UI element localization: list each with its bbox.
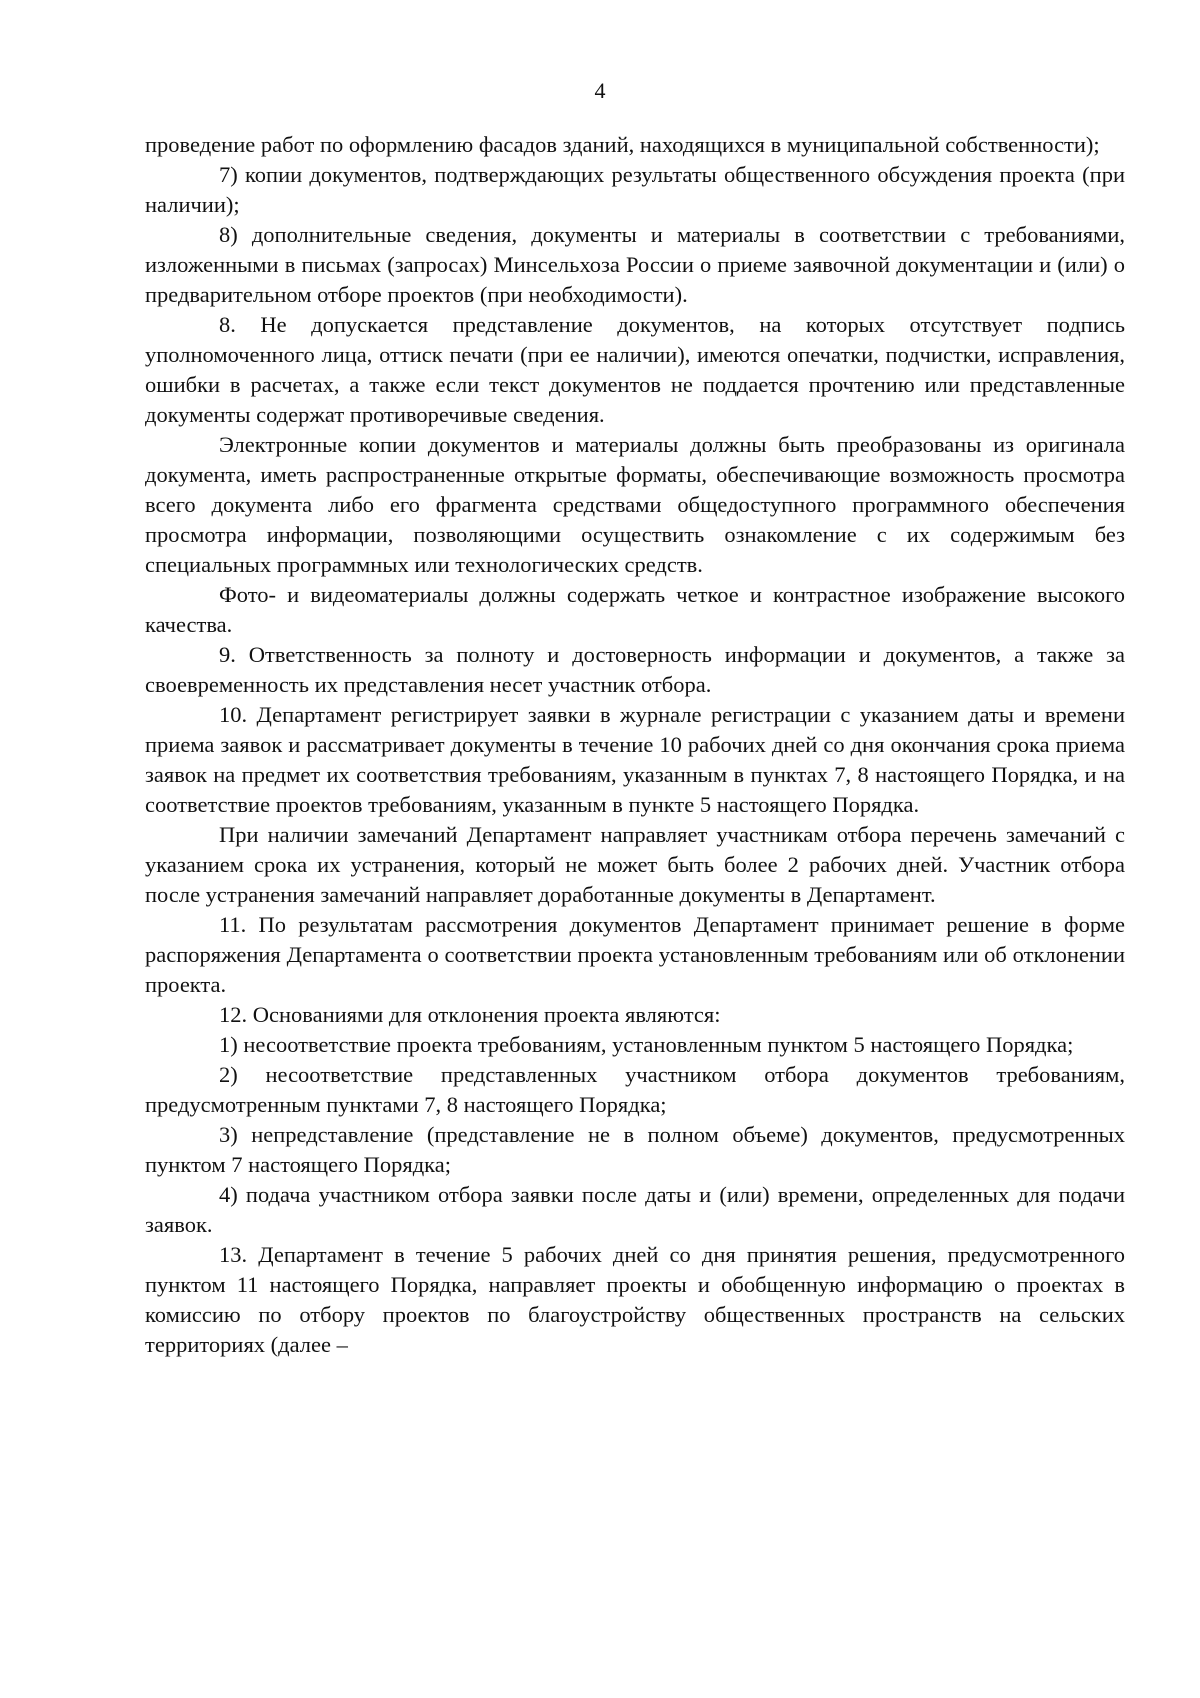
paragraph-reason-2: 2) несоответствие представленных участником отбора документов требованиям, предусмотренным пунктами 7, 8 настоящего Порядка; [145, 1062, 1125, 1117]
paragraph-electronic-copies: Электронные копии документов и материалы должны быть преобразованы из оригинала документа, иметь распространенные открытые форматы, обеспечивающие возможность просмотра всего документа либо его фрагмента средствами общедоступного программного обеспечения просмотра информации, позволяющими осуществить ознакомление с их содержимым без специальных программных или технологических средств. [145, 432, 1125, 577]
paragraph-clause-11: 11. По результатам рассмотрения документов Департамент принимает решение в форме распоряжения Департамента о соответствии проекта установленным требованиям или об отклонении проекта. [145, 912, 1125, 997]
paragraph-clause-13: 13. Департамент в течение 5 рабочих дней со дня принятия решения, предусмотренного пунктом 11 настоящего Порядка, направляет проекты и обобщенную информацию о проектах в комиссию по отбору проектов по благоустройству общественных пространств на сельских территориях (далее – [145, 1242, 1125, 1357]
document-body [145, 130, 1125, 1360]
paragraph-item-7: 7) копии документов, подтверждающих результаты общественного обсуждения проекта (при наличии); [145, 162, 1125, 217]
paragraph-reason-3: 3) непредставление (представление не в полном объеме) документов, предусмотренных пунктом 7 настоящего Порядка; [145, 1122, 1125, 1177]
paragraph-remarks: При наличии замечаний Департамент направляет участникам отбора перечень замечаний с указанием срока их устранения, который не может быть более 2 рабочих дней. Участник отбора после устранения замечаний направляет доработанные документы в Департамент. [145, 822, 1125, 907]
paragraph-continuation: проведение работ по оформлению фасадов зданий, находящихся в муниципальной собственности); [145, 132, 1100, 157]
paragraph-clause-9: 9. Ответственность за полноту и достоверность информации и документов, а также за своевременность их представления несет участник отбора. [145, 642, 1125, 697]
paragraph-clause-12: 12. Основаниями для отклонения проекта являются: [219, 1002, 721, 1027]
paragraph-reason-4: 4) подача участником отбора заявки после даты и (или) времени, определенных для подачи заявок. [145, 1182, 1125, 1237]
paragraph-clause-8: 8. Не допускается представление документов, на которых отсутствует подпись уполномоченного лица, оттиск печати (при ее наличии), имеются опечатки, подчистки, исправления, ошибки в расчетах, а также если текст документов не поддается прочтению или представленные документы содержат противоречивые сведения. [145, 312, 1125, 427]
paragraph-item-8: 8) дополнительные сведения, документы и материалы в соответствии с требованиями, изложенными в письмах (запросах) Минсельхоза России о приеме заявочной документации и (или) о предварительном отборе проектов (при необходимости). [145, 222, 1125, 307]
paragraph-clause-10: 10. Департамент регистрирует заявки в журнале регистрации с указанием даты и времени приема заявок и рассматривает документы в течение 10 рабочих дней со дня окончания срока приема заявок на предмет их соответствия требованиям, указанным в пунктах 7, 8 настоящего Порядка, и на соответствие проектов требованиям, указанным в пункте 5 настоящего Порядка. [145, 702, 1125, 817]
paragraph-reason-1: 1) несоответствие проекта требованиям, установленным пунктом 5 настоящего Порядка; [219, 1032, 1074, 1057]
paragraph-photo-video: Фото- и видеоматериалы должны содержать четкое и контрастное изображение высокого качества. [145, 582, 1125, 637]
page-number: 4 [594, 78, 606, 103]
